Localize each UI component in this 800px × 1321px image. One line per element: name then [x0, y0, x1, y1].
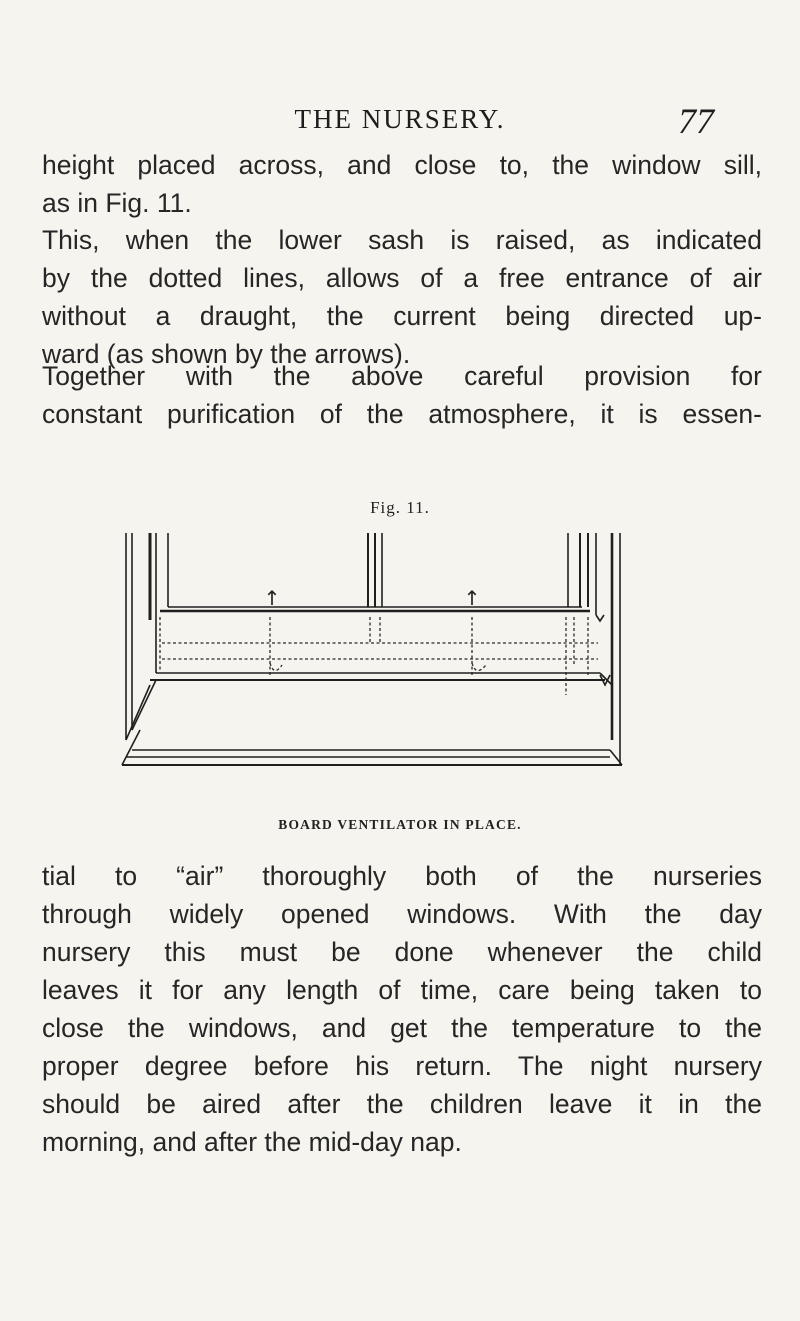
- text-line: proper degree before his return. The night nursery: [42, 1051, 762, 1081]
- dotted-line: [270, 663, 282, 671]
- paragraph-3: [42, 357, 762, 433]
- text-line: without a draught, the current being directed up-: [42, 301, 762, 331]
- figure-title: BOARD VENTILATOR IN PLACE.: [278, 817, 522, 832]
- text-line: close the windows, and get the temperature to the: [42, 1013, 762, 1043]
- text-line: leaves it for any length of time, care being taken to: [42, 975, 762, 1005]
- text-line: through widely opened windows. With the day: [42, 899, 762, 929]
- frame-line: [596, 615, 604, 621]
- text-line: ward (as shown by the arrows).: [42, 339, 411, 369]
- text-line: height placed across, and close to, the window sill,: [42, 150, 762, 180]
- paragraph-4: [42, 857, 762, 1161]
- figure-label: Fig. 11.: [370, 498, 430, 517]
- dotted-line: [472, 663, 486, 671]
- text-line: constant purification of the atmosphere, it is essen-: [42, 399, 762, 429]
- page-number: 77: [678, 101, 714, 141]
- frame-line: [132, 680, 156, 730]
- text-line: by the dotted lines, allows of a free entrance of air: [42, 263, 762, 293]
- text-line: tial to “air” thoroughly both of the nurseries: [42, 861, 762, 891]
- text-line: nursery this must be done whenever the child: [42, 937, 762, 967]
- text-line: should be aired after the children leave it in the: [42, 1089, 762, 1119]
- text-line: Together with the above careful provision for: [42, 361, 762, 391]
- arrow-up-icon: ↑: [463, 586, 481, 610]
- text-line: as in Fig. 11.: [42, 188, 192, 218]
- arrow-up-icon: ↑: [263, 586, 281, 610]
- running-head: THE NURSERY.: [294, 104, 506, 134]
- text-line: This, when the lower sash is raised, as indicated: [42, 225, 762, 255]
- frame-line: [126, 685, 150, 740]
- paragraph-2: [42, 221, 762, 373]
- frame-line: [122, 730, 140, 765]
- page-header: [0, 101, 800, 144]
- paragraph-1: [42, 146, 762, 222]
- window-ventilator-figure: [110, 525, 650, 800]
- text-line: morning, and after the mid-day nap.: [42, 1127, 462, 1157]
